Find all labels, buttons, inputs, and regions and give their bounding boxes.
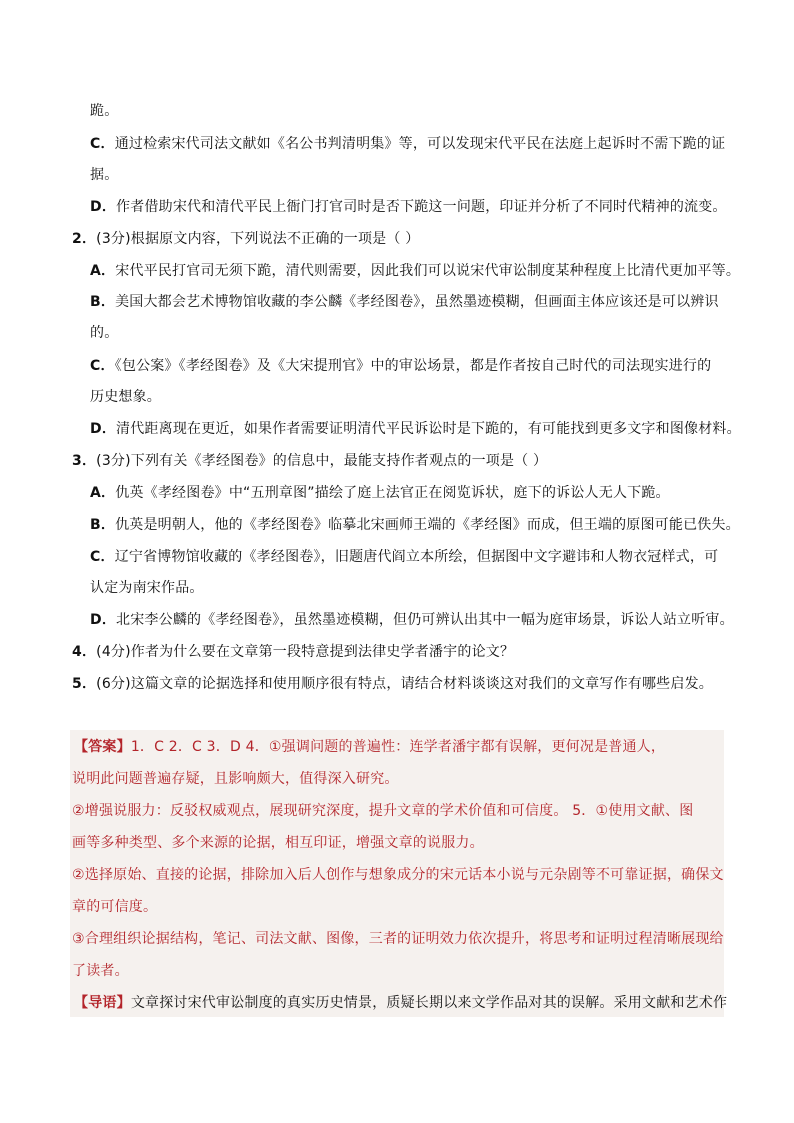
guide-line xyxy=(74,993,727,1013)
answer-line-5: ②选择原始、直接的论据，排除加入后人创作与想象成分的宋元话本小说与元杂剧等不可靠证据，确保文 xyxy=(72,867,724,883)
guide-tag: 【导语】 xyxy=(74,995,131,1011)
option-label-d: D． xyxy=(90,199,117,215)
answer-line-8: 了读者。 xyxy=(72,963,129,979)
q4 xyxy=(72,642,514,662)
option-label-b: B． xyxy=(90,294,116,310)
q5-number: 5． xyxy=(72,676,97,692)
q3-option-c-continuation: 认定为南宋作品。 xyxy=(90,580,204,596)
q3-option-c-text: 辽宁省博物馆收藏的《孝经图卷》，旧题唐代阎立本所绘，但据图中文字避讳和人物衣冠样式，可 xyxy=(114,549,719,565)
q2-option-d xyxy=(90,419,741,439)
q2-option-a-text: 宋代平民打官司无须下跪，清代则需要，因此我们可以说宋代审讼制度某种程度上比清代更加平等。 xyxy=(115,263,741,279)
q2-stem xyxy=(72,229,419,249)
q2-number: 2． xyxy=(72,231,97,247)
answer-line-3: ②增强说服力：反驳权威观点，展现研究深度，提升文章的学术价值和可信度。 5．①使用文献、图 xyxy=(72,803,694,819)
q2-option-c-continuation: 历史想象。 xyxy=(90,389,161,405)
q3-option-a xyxy=(90,483,670,503)
q2-option-b-text: 美国大都会艺术博物馆收藏的李公麟《孝经图卷》，虽然墨迹模糊，但画面主体应该还是可以辨识 xyxy=(115,294,719,310)
answer-line-2: 说明此问题普遍存疑，且影响颇大，值得深入研究。 xyxy=(72,771,399,787)
q3-stem xyxy=(72,451,547,471)
answer-line-7: ③合理组织论据结构，笔记、司法文献、图像，三者的证明效力依次提升，将思考和证明过程清晰展现给 xyxy=(72,931,724,947)
q2-option-a xyxy=(90,261,740,281)
q2-option-c-text: 《包公案》《孝经图卷》及《大宋提刑官》中的审讼场景，都是作者按自己时代的司法现实进行的 xyxy=(114,358,712,374)
option-label-a: A． xyxy=(90,485,116,501)
q2-stem-text: (3分)根据原文内容，下列说法不正确的一项是（ ） xyxy=(96,231,420,247)
guide-text: 文章探讨宋代审讼制度的真实历史情景，质疑长期以来文学作品对其的误解。采用文献和艺术作 xyxy=(130,995,728,1011)
q4-number: 4． xyxy=(72,644,97,660)
q3-option-d xyxy=(90,610,734,630)
option-label-b: B． xyxy=(90,517,116,533)
option-label-c: C． xyxy=(90,136,115,152)
option-label-c: C． xyxy=(90,358,115,374)
q5 xyxy=(72,674,713,694)
option-label-d: D． xyxy=(90,421,117,437)
q1-option-d xyxy=(90,197,727,217)
q2-option-c xyxy=(90,356,711,376)
q1-option-d-text: 作者借助宋代和清代平民上衙门打官司时是否下跪这一问题，印证并分析了不同时代精神的流变。 xyxy=(116,199,727,215)
q3-option-a-text: 仇英《孝经图卷》中“五刑章图”描绘了庭上法官正在阅览诉状，庭下的诉讼人无人下跪。 xyxy=(115,485,670,501)
answer-line-4: 画等多种类型、多个来源的论据，相互印证，增强文章的说服力。 xyxy=(72,835,484,851)
q1-option-c-continuation: 据。 xyxy=(90,167,119,183)
q3-stem-text: (3分)下列有关《孝经图卷》的信息中，最能支持作者观点的一项是（ ） xyxy=(96,453,548,469)
q4-text: (4分)作者为什么要在文章第一段特意提到法律史学者潘宇的论文？ xyxy=(96,644,515,660)
q3-option-b xyxy=(90,515,740,535)
option-label-d: D． xyxy=(90,612,117,628)
answer-tag: 【答案】 xyxy=(74,739,131,755)
q1-option-c xyxy=(90,134,725,154)
answer-line-1 xyxy=(74,737,665,757)
answer-line-1-text: 1．C 2．C 3．D 4．①强调问题的普遍性：连学者潘宇都有误解，更何况是普通人， xyxy=(130,739,666,755)
answer-line-6: 章的可信度。 xyxy=(72,899,158,915)
q2-option-b xyxy=(90,292,719,312)
q2-option-b-continuation: 的。 xyxy=(90,325,119,341)
option-label-c: C． xyxy=(90,549,115,565)
q3-option-d-text: 北宋李公麟的《孝经图卷》，虽然墨迹模糊，但仍可辨认出其中一幅为庭审场景，诉讼人站立听审。 xyxy=(116,612,734,628)
q5-text: (6分)这篇文章的论据选择和使用顺序很有特点，请结合材料谈谈这对我们的文章写作有哪些启发。 xyxy=(96,676,713,692)
q1-option-c-text: 通过检索宋代司法文献如《名公书判清明集》等，可以发现宋代平民在法庭上起诉时不需下跪的证 xyxy=(114,136,726,152)
q3-option-b-text: 仇英是明朝人，他的《孝经图卷》临摹北宋画师王端的《孝经图》而成，但王端的原图可能已佚失。 xyxy=(115,517,740,533)
q2-option-d-text: 清代距离现在更近，如果作者需要证明清代平民诉讼时是下跪的，有可能找到更多文字和图像材料。 xyxy=(116,421,741,437)
option-label-a: A． xyxy=(90,263,116,279)
q3-option-c xyxy=(90,547,718,567)
q1-option-b-continuation: 跪。 xyxy=(90,103,119,119)
q3-number: 3． xyxy=(72,453,97,469)
